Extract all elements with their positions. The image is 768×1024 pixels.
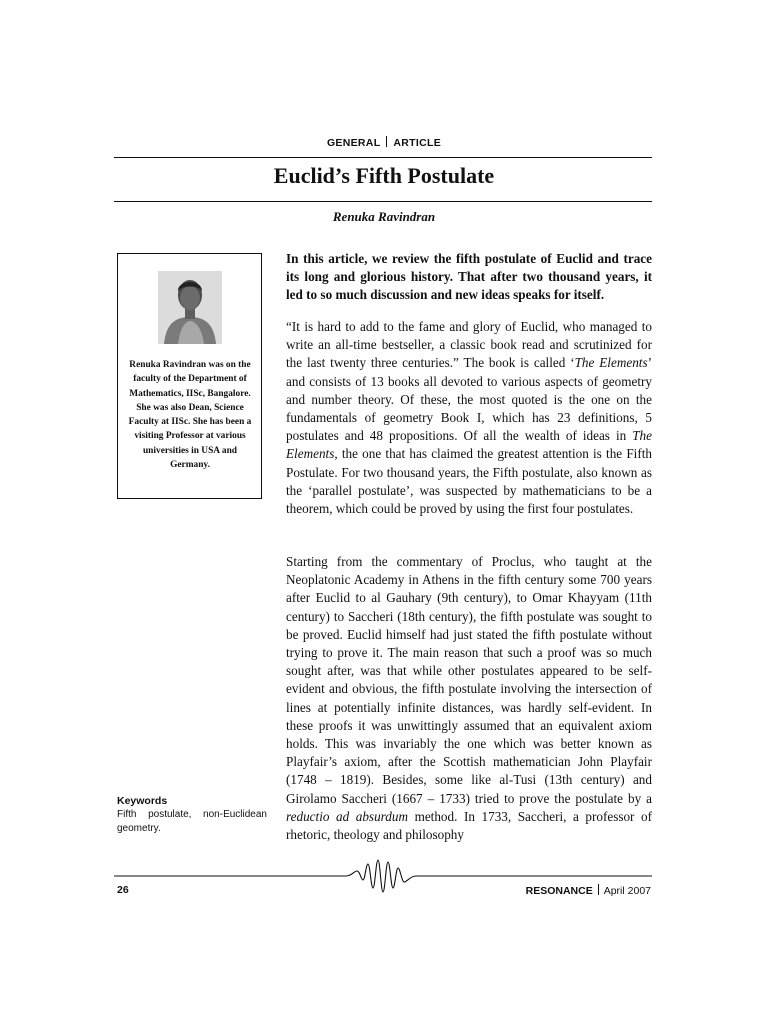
text-run: Starting from the commentary of Proclus, who taught at the Neoplatonic Academy in Athens in the fifth century some 700 years after Euclid to al Gauhary (9th century), to Omar Khayyam (11th century) to Saccheri (18th century), the fifth postulate was sought to be proved. Euclid himself had just stated the fifth postulate without trying to prove it. The main reason that such a proof was so much sought after, was that while other postulates appeared to be self-evident and obvious, the fifth postulate involving the intersection of lines at potentially infinite distances, was hardly self-evident. In these proofs it was unwittingly assumed that an equivalent axiom holds. This was invariably the one which was better known as Playfair’s axiom, after the Scottish mathematician John Playfair (1748 – 1819). Besides, some like al-Tusi (13th century) and Girolamo Saccheri (1667 – 1733) tried to prove the postulate by a (286, 554, 652, 806)
emphasis-text: The Elements (574, 355, 648, 371)
author-bio-box (117, 253, 262, 499)
article-title: Euclid’s Fifth Postulate (273, 163, 495, 188)
section-header (0, 136, 768, 149)
issue-date: April 2007 (603, 885, 651, 897)
emphasis-text: reductio ad absurdum (286, 808, 409, 824)
author-bio: Renuka Ravindran was on the faculty of the Department of Mathematics, IISc, Bangalore. She was also Dean, Science Faculty at IISc. She has been a visiting Professor at various universities in USA and Germany. (128, 360, 252, 471)
keywords-text: Fifth postulate, non-Euclidean geometry. (117, 809, 267, 834)
title-top-rule (114, 157, 652, 158)
footer-separator (598, 884, 599, 895)
journal-name: RESONANCE (525, 885, 593, 897)
text-run: ’ and consists of 13 books all devoted to various aspects of geometry and number theory. Of these, the most quoted is the one on the fundamentals of geometry Book I, which has 23 definitions, 5 postulates and 48 propositions. Of all the wealth of ideas in (286, 355, 652, 444)
keywords-box (117, 794, 267, 836)
author-photo (158, 271, 222, 344)
emphasis-text: The Elements (286, 428, 652, 462)
author-name: Renuka Ravindran (332, 209, 436, 224)
keywords-title: Keywords (117, 795, 168, 807)
abstract: In this article, we review the fifth postulate of Euclid and trace its long and glorious history. That after two thousand years, it led to so much discussion and new ideas speaks for itself. (286, 251, 652, 303)
text-run: method. In 1733, Saccheri, a professor of rhetoric, theology and philosophy (286, 808, 652, 843)
body-paragraph-2 (286, 553, 652, 844)
page-number: 26 (117, 884, 129, 896)
section-label: GENERAL (326, 137, 381, 149)
text-run: , the one that has claimed the greatest attention is the Fifth Postulate. For two thousand years, the Fifth postulate, also known as the ‘parallel postulate’, was suspected by mathematicians to be a theorem, which could be proved by using the first four postulates. (286, 446, 652, 517)
journal-footer (526, 884, 651, 897)
header-separator (386, 136, 387, 147)
body-paragraph-1 (286, 318, 652, 518)
article-type-label: ARTICLE (393, 137, 442, 149)
title-bottom-rule (114, 201, 652, 202)
text-run: “It is hard to add to the fame and glory of Euclid, who managed to write an all-time bestseller, a classic book read and scrutinized for the last twenty three centuries.” The book is called ‘ (286, 319, 652, 371)
